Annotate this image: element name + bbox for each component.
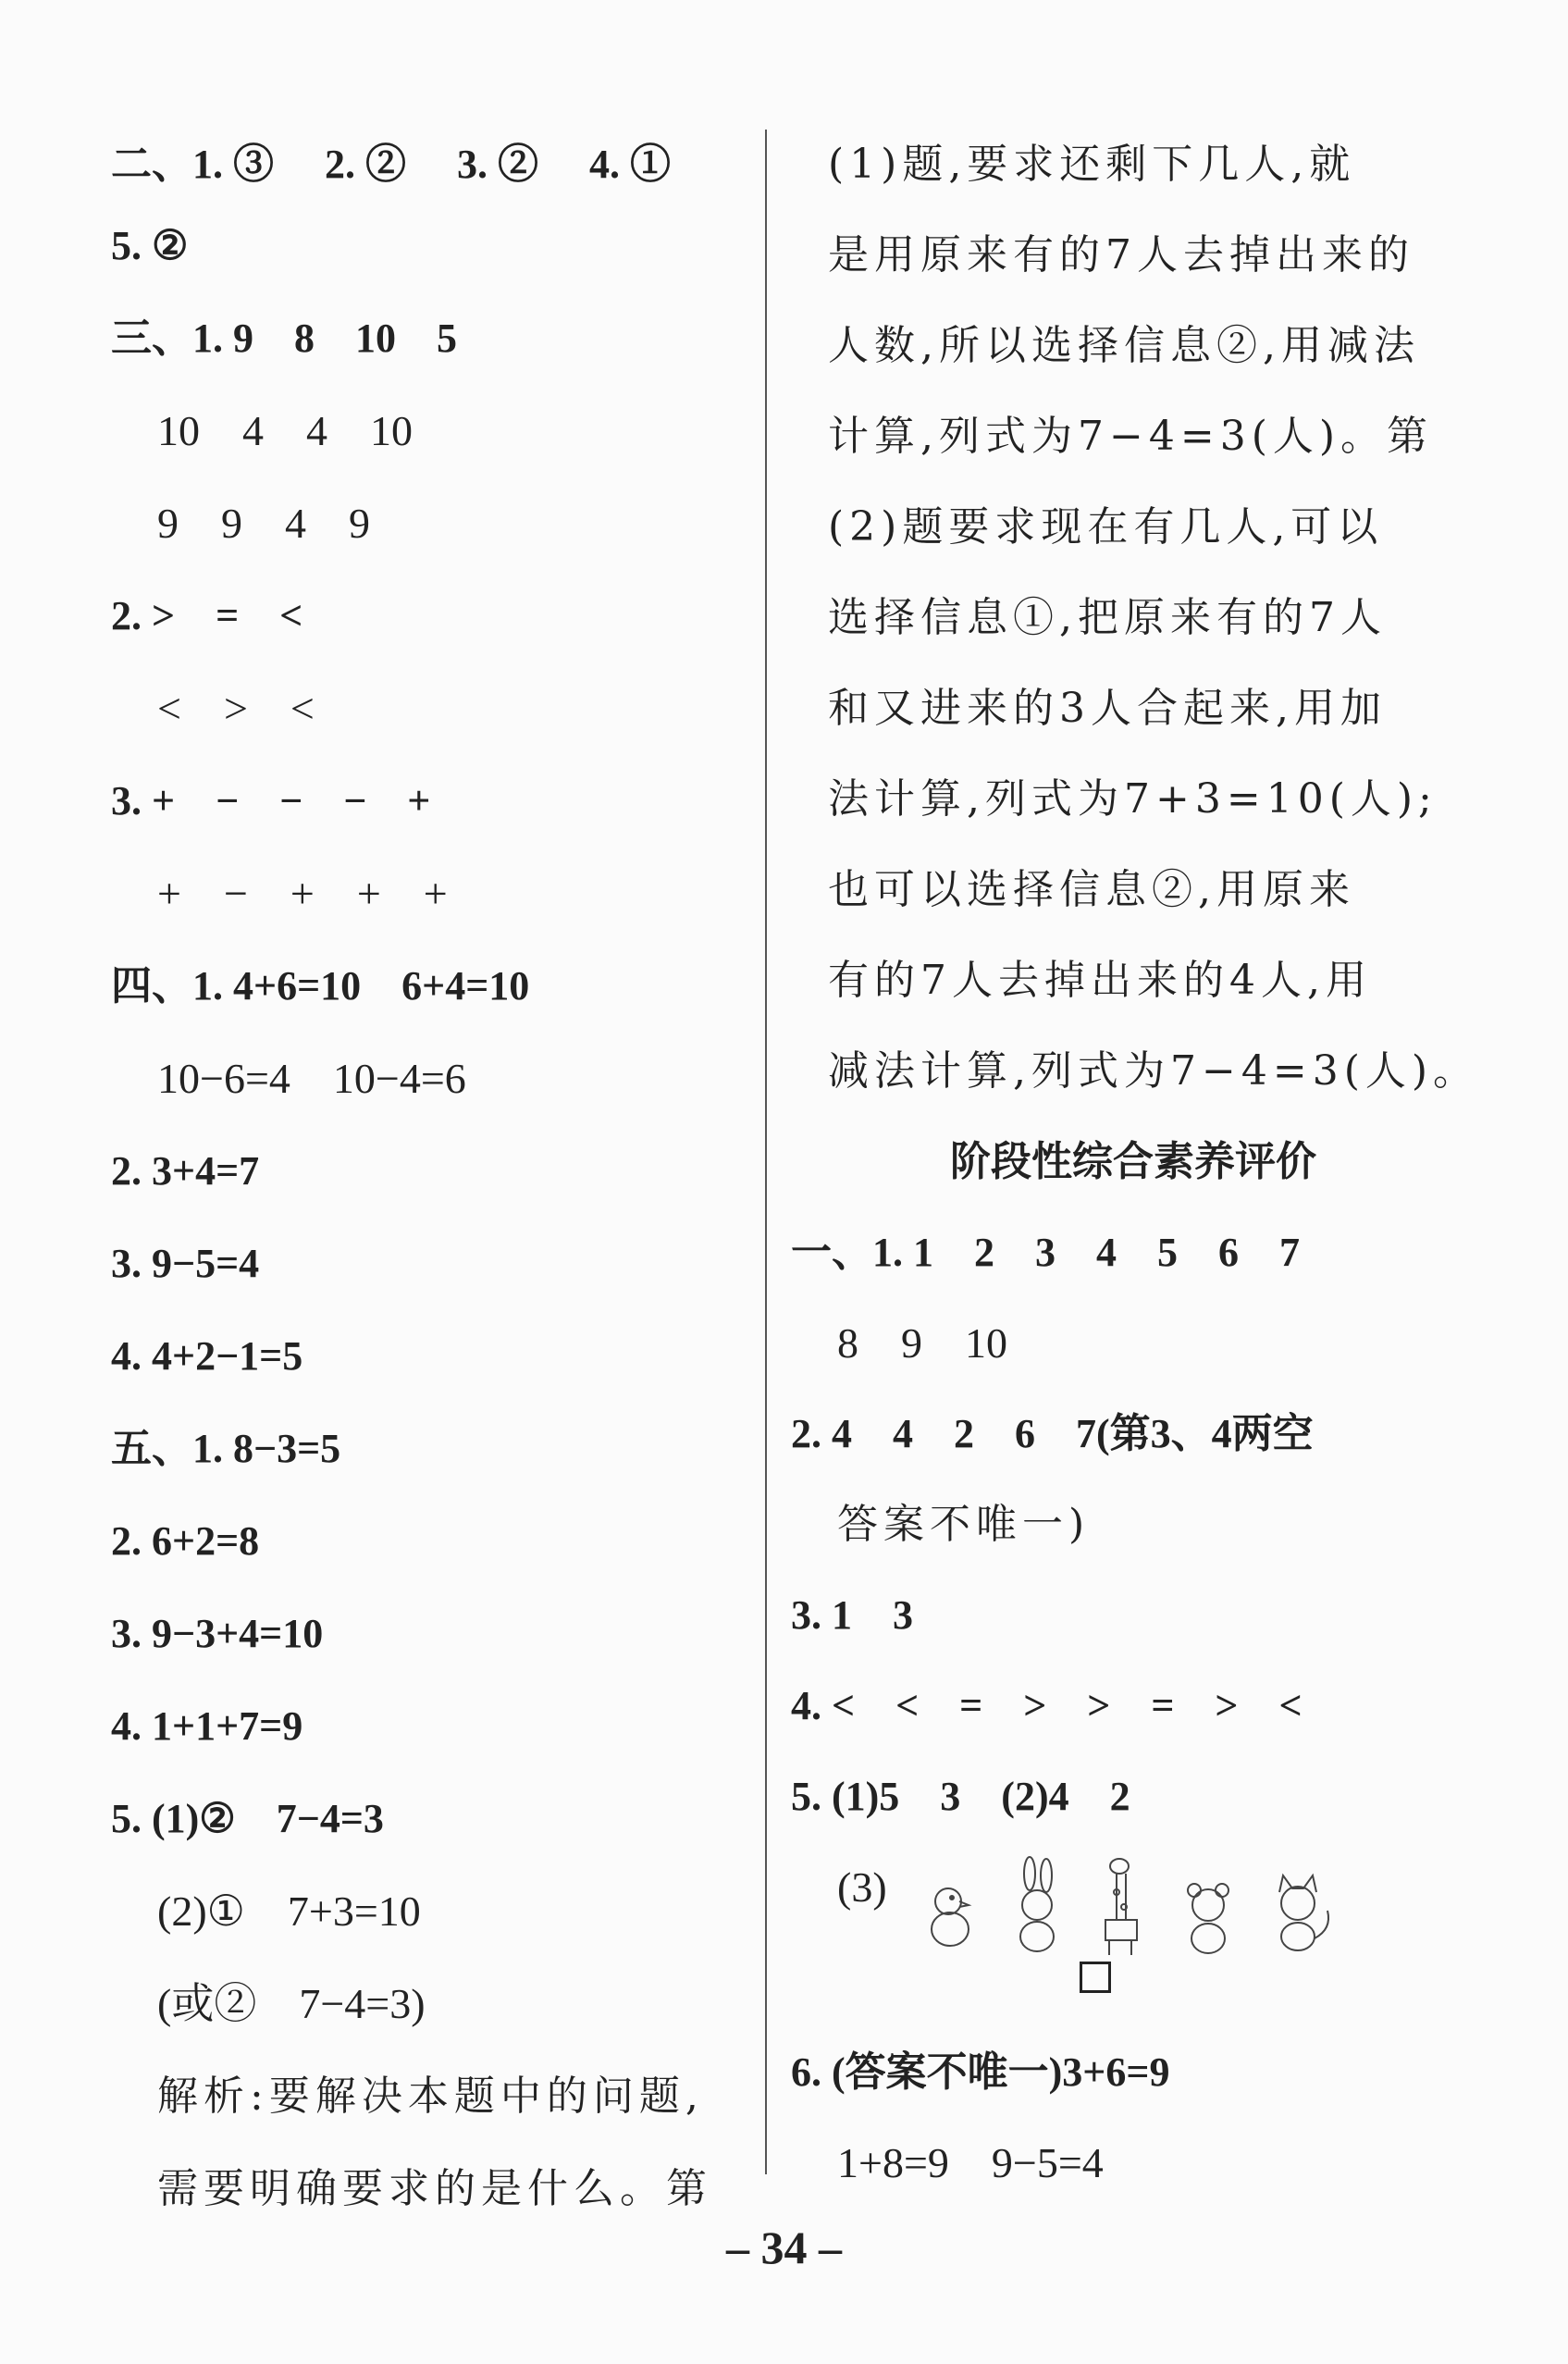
analysis-line: 也可以选择信息②,用原来 [828,866,1355,913]
column-divider [765,130,767,2174]
answer-box [1080,1962,1111,1993]
answer-line: 3. 9−5=4 [111,1241,260,1286]
answer-line: 2. > = < [111,593,303,638]
answer-line: 五、1. 8−3=5 [111,1426,341,1471]
answer-line: (3) [837,1863,887,1911]
bear-icon [1188,1884,1228,1953]
answer-line: 3. 1 3 [791,1592,913,1638]
answer-line: 4. 1+1+7=9 [111,1703,303,1749]
answer-line: 10 4 4 10 [157,407,413,454]
analysis-line: 解析:要解决本题中的问题, [157,2073,704,2120]
rabbit-icon [1020,1857,1054,1951]
section-heading: 阶段性综合素养评价 [950,1138,1316,1185]
analysis-line: 选择信息①,把原来有的7人 [828,594,1387,641]
answer-line: 6. (答案不唯一)3+6=9 [791,2049,1170,2095]
answer-line: (2)① 7+3=10 [157,1887,421,1935]
analysis-line: 减法计算,列式为7−4=3(人)。 [828,1047,1480,1095]
analysis-line: 人数,所以选择信息②,用减法 [828,322,1420,369]
answer-line: 1+8=9 9−5=4 [837,2139,1104,2186]
analysis-line: (1)题,要求还剩下几人,就 [828,141,1356,188]
answer-line: 答案不唯一) [837,1501,1091,1548]
answer-line: 5. (1)② 7−4=3 [111,1796,384,1841]
answer-line: < > < [157,685,315,732]
answer-line: 三、1. 9 8 10 5 [111,316,457,361]
answer-line: 4. 4+2−1=5 [111,1333,303,1379]
answer-line: (或② 7−4=3) [157,1980,426,2027]
page-number: – 34 – [726,2222,842,2273]
animal-illustrations [920,1855,1346,1957]
answer-line: + − + + + [157,870,448,917]
answer-line: 5. (1)5 3 (2)4 2 [791,1774,1130,1819]
answer-line: 2. 3+4=7 [111,1148,260,1194]
analysis-line: 法计算,列式为7+3=10(人); [828,775,1438,823]
giraffe-icon [1105,1859,1137,1955]
analysis-line: 有的7人去掉出来的4人,用 [828,957,1372,1004]
answer-line: 5. ② [111,223,189,268]
answer-line: 10−6=4 10−4=6 [157,1055,466,1102]
answer-line: 4. < < = > > = > < [791,1683,1303,1728]
answer-line: 四、1. 4+6=10 6+4=10 [111,963,530,1009]
analysis-line: (2)题要求现在有几人,可以 [828,503,1384,551]
answer-line: 3. 9−3+4=10 [111,1611,324,1656]
answer-line: 二、1. ③ 2. ② 3. ② 4. ① [111,142,671,187]
analysis-line: 计算,列式为7−4=3(人)。第 [828,413,1434,460]
answer-line: 9 9 4 9 [157,500,370,547]
answer-line: 8 9 10 [837,1319,1007,1367]
answer-line: 3. + − − − + [111,778,431,823]
chick-icon [932,1888,969,1946]
cat-icon [1279,1875,1328,1950]
answer-line: 2. 6+2=8 [111,1518,260,1564]
answer-line: 2. 4 4 2 6 7(第3、4两空 [791,1411,1314,1456]
analysis-line: 需要明确要求的是什么。第 [157,2165,712,2212]
analysis-line: 和又进来的3人合起来,用加 [828,685,1387,732]
answer-line: 一、1. 1 2 3 4 5 6 7 [791,1230,1300,1275]
analysis-line: 是用原来有的7人去掉出来的 [828,231,1414,278]
